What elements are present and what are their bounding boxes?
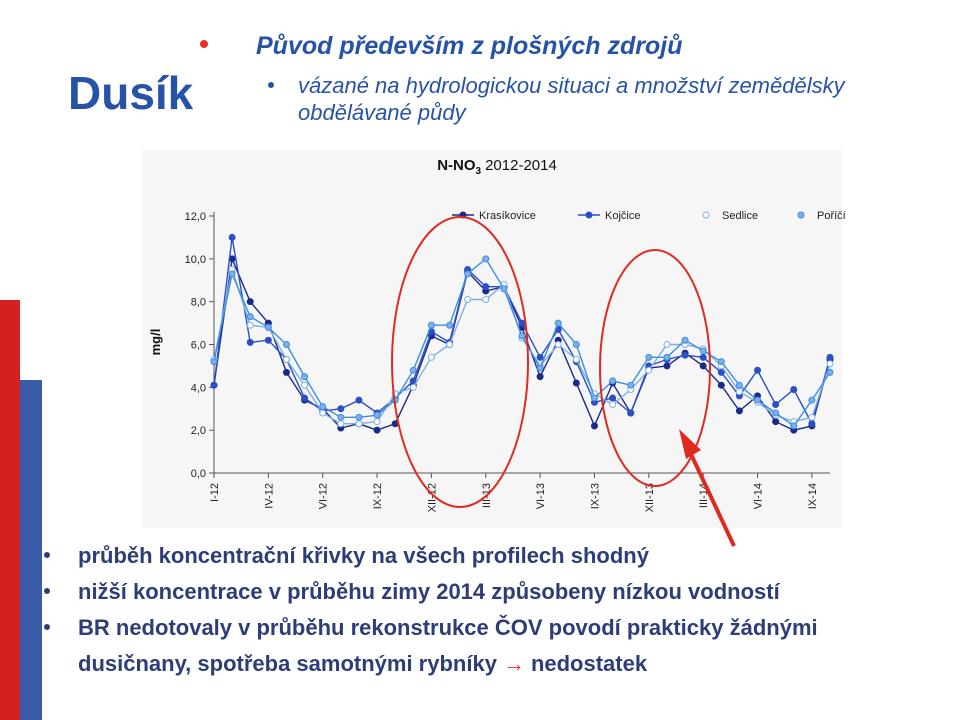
data-point <box>519 320 525 326</box>
data-point <box>410 367 416 373</box>
data-point <box>374 419 380 425</box>
bullet-dot-icon <box>268 82 274 88</box>
data-point <box>302 395 308 401</box>
data-point <box>610 395 616 401</box>
x-tick-label: IV-12 <box>263 483 276 509</box>
right-arrow-icon: → <box>502 651 525 676</box>
y-axis-label: mg/l <box>148 328 163 356</box>
data-point <box>573 380 579 386</box>
data-point <box>211 359 217 365</box>
data-point <box>573 356 579 362</box>
data-point <box>682 352 688 358</box>
data-point <box>302 382 308 388</box>
data-point <box>447 322 453 328</box>
data-point <box>591 423 597 429</box>
y-tick-label: 2,0 <box>190 425 206 438</box>
data-point <box>628 410 634 416</box>
chart-title-years: 2012-2014 <box>485 157 557 174</box>
x-tick-label: IX-14 <box>806 483 819 510</box>
list-item <box>44 574 944 610</box>
data-point <box>356 414 362 420</box>
bullet-dot-icon <box>44 588 50 594</box>
chart-svg <box>142 150 846 528</box>
data-point <box>664 363 670 369</box>
legend-marker <box>703 212 709 218</box>
data-point <box>646 367 652 373</box>
y-tick-label: 4,0 <box>190 382 206 395</box>
data-point <box>809 421 815 427</box>
data-point <box>465 271 471 277</box>
data-point <box>356 421 362 427</box>
bullet-level2-text: vázané na hydrologickou situaci a množství zemědělsky obdělávané půdy <box>298 73 845 125</box>
x-tick-label: IX-12 <box>372 483 385 510</box>
data-point <box>827 369 833 375</box>
data-point <box>483 297 489 303</box>
data-point <box>428 354 434 360</box>
list-item-text: nedostatek <box>530 651 648 676</box>
bullet-level1-text: Původ především z plošných zdrojů <box>256 32 683 60</box>
legend-label: Krasíkovice <box>479 210 536 222</box>
list-item-continuation <box>44 646 944 682</box>
bullet-dot-icon <box>44 552 50 558</box>
y-tick-label: 6,0 <box>190 339 206 352</box>
data-point <box>827 361 833 367</box>
list-item-text: průběh koncentrační křivky na všech profilech shodný <box>78 543 649 568</box>
x-tick-label: VI-12 <box>317 483 330 510</box>
data-point <box>265 324 271 330</box>
y-tick-label: 8,0 <box>190 296 206 309</box>
data-point <box>483 284 489 290</box>
data-point <box>664 342 670 348</box>
data-point <box>755 367 761 373</box>
conclusions-list <box>44 538 944 682</box>
list-item-text: nižší koncentrace v průběhu zimy 2014 způsobeny nízkou vodností <box>78 579 780 604</box>
data-point <box>610 378 616 384</box>
data-point <box>736 382 742 388</box>
data-point <box>247 339 253 345</box>
data-point <box>302 374 308 380</box>
data-point <box>483 256 489 262</box>
x-tick-label: I-12 <box>209 483 221 502</box>
data-point <box>791 423 797 429</box>
data-point <box>773 419 779 425</box>
data-point <box>374 427 380 433</box>
data-point <box>265 337 271 343</box>
data-point <box>247 314 253 320</box>
data-point <box>537 374 543 380</box>
x-tick-label: VI-13 <box>535 483 548 510</box>
data-point <box>283 342 289 348</box>
y-tick-label: 10,0 <box>184 253 206 266</box>
legend-marker <box>798 212 804 218</box>
data-point <box>755 397 761 403</box>
list-item-text: BR nedotovaly v průběhu rekonstrukce ČOV povodí prakticky žádnými <box>78 615 818 640</box>
bullet-level2 <box>298 72 948 126</box>
x-tick-label: III-13 <box>480 483 493 509</box>
data-point <box>646 354 652 360</box>
data-point <box>736 408 742 414</box>
data-point <box>338 421 344 427</box>
data-point <box>447 342 453 348</box>
legend-label: Kojčice <box>605 210 641 222</box>
bullet-dot-icon <box>200 40 208 48</box>
data-point <box>555 320 561 326</box>
chart-background <box>142 150 842 528</box>
data-point <box>664 354 670 360</box>
list-item <box>44 610 944 646</box>
x-tick-label: XII-13 <box>643 482 656 513</box>
data-point <box>700 348 706 354</box>
legend-label: Sedlice <box>722 210 759 222</box>
legend-marker <box>586 212 592 218</box>
data-point <box>356 397 362 403</box>
bullet-dot-icon <box>44 624 50 630</box>
data-point <box>809 414 815 420</box>
data-point <box>338 406 344 412</box>
list-item-text: dusičnany, spotřeba samotnými rybníky <box>78 651 497 676</box>
data-point <box>428 322 434 328</box>
x-tick-label: XII-12 <box>426 483 439 513</box>
data-point <box>211 382 217 388</box>
data-point <box>736 389 742 395</box>
data-point <box>718 359 724 365</box>
data-point <box>501 286 507 292</box>
decor-notch <box>20 300 42 380</box>
data-point <box>700 354 706 360</box>
x-tick-label: III-14 <box>698 483 711 509</box>
data-point <box>718 382 724 388</box>
data-point <box>791 386 797 392</box>
data-point <box>247 299 253 305</box>
data-point <box>773 401 779 407</box>
data-point <box>374 412 380 418</box>
list-item <box>44 538 944 574</box>
data-point <box>283 369 289 375</box>
decor-red-band <box>0 300 20 720</box>
chart <box>142 150 846 528</box>
data-point <box>519 333 525 339</box>
data-point <box>537 365 543 371</box>
legend-label: Poříčí <box>817 210 846 222</box>
data-point <box>827 354 833 360</box>
slide-title: Dusík <box>68 67 194 119</box>
data-point <box>410 384 416 390</box>
data-point <box>718 369 724 375</box>
data-point <box>809 397 815 403</box>
data-point <box>283 356 289 362</box>
data-point <box>247 322 253 328</box>
data-point <box>320 404 326 410</box>
data-point <box>700 363 706 369</box>
data-point <box>555 342 561 348</box>
data-point <box>573 342 579 348</box>
chart-title-main: N-NO <box>437 157 476 174</box>
data-point <box>320 410 326 416</box>
chart-title-sub: 3 <box>475 166 482 177</box>
data-point <box>338 414 344 420</box>
data-point <box>465 297 471 303</box>
data-point <box>537 354 543 360</box>
data-point <box>628 382 634 388</box>
data-point <box>229 271 235 277</box>
x-tick-label: VI-14 <box>752 483 765 510</box>
y-tick-label: 0,0 <box>190 468 206 480</box>
data-point <box>773 410 779 416</box>
x-tick-label: IX-13 <box>589 483 602 510</box>
y-tick-label: 12,0 <box>184 211 206 223</box>
data-point <box>610 401 616 407</box>
data-point <box>229 234 235 240</box>
data-point <box>591 395 597 401</box>
data-point <box>682 337 688 343</box>
